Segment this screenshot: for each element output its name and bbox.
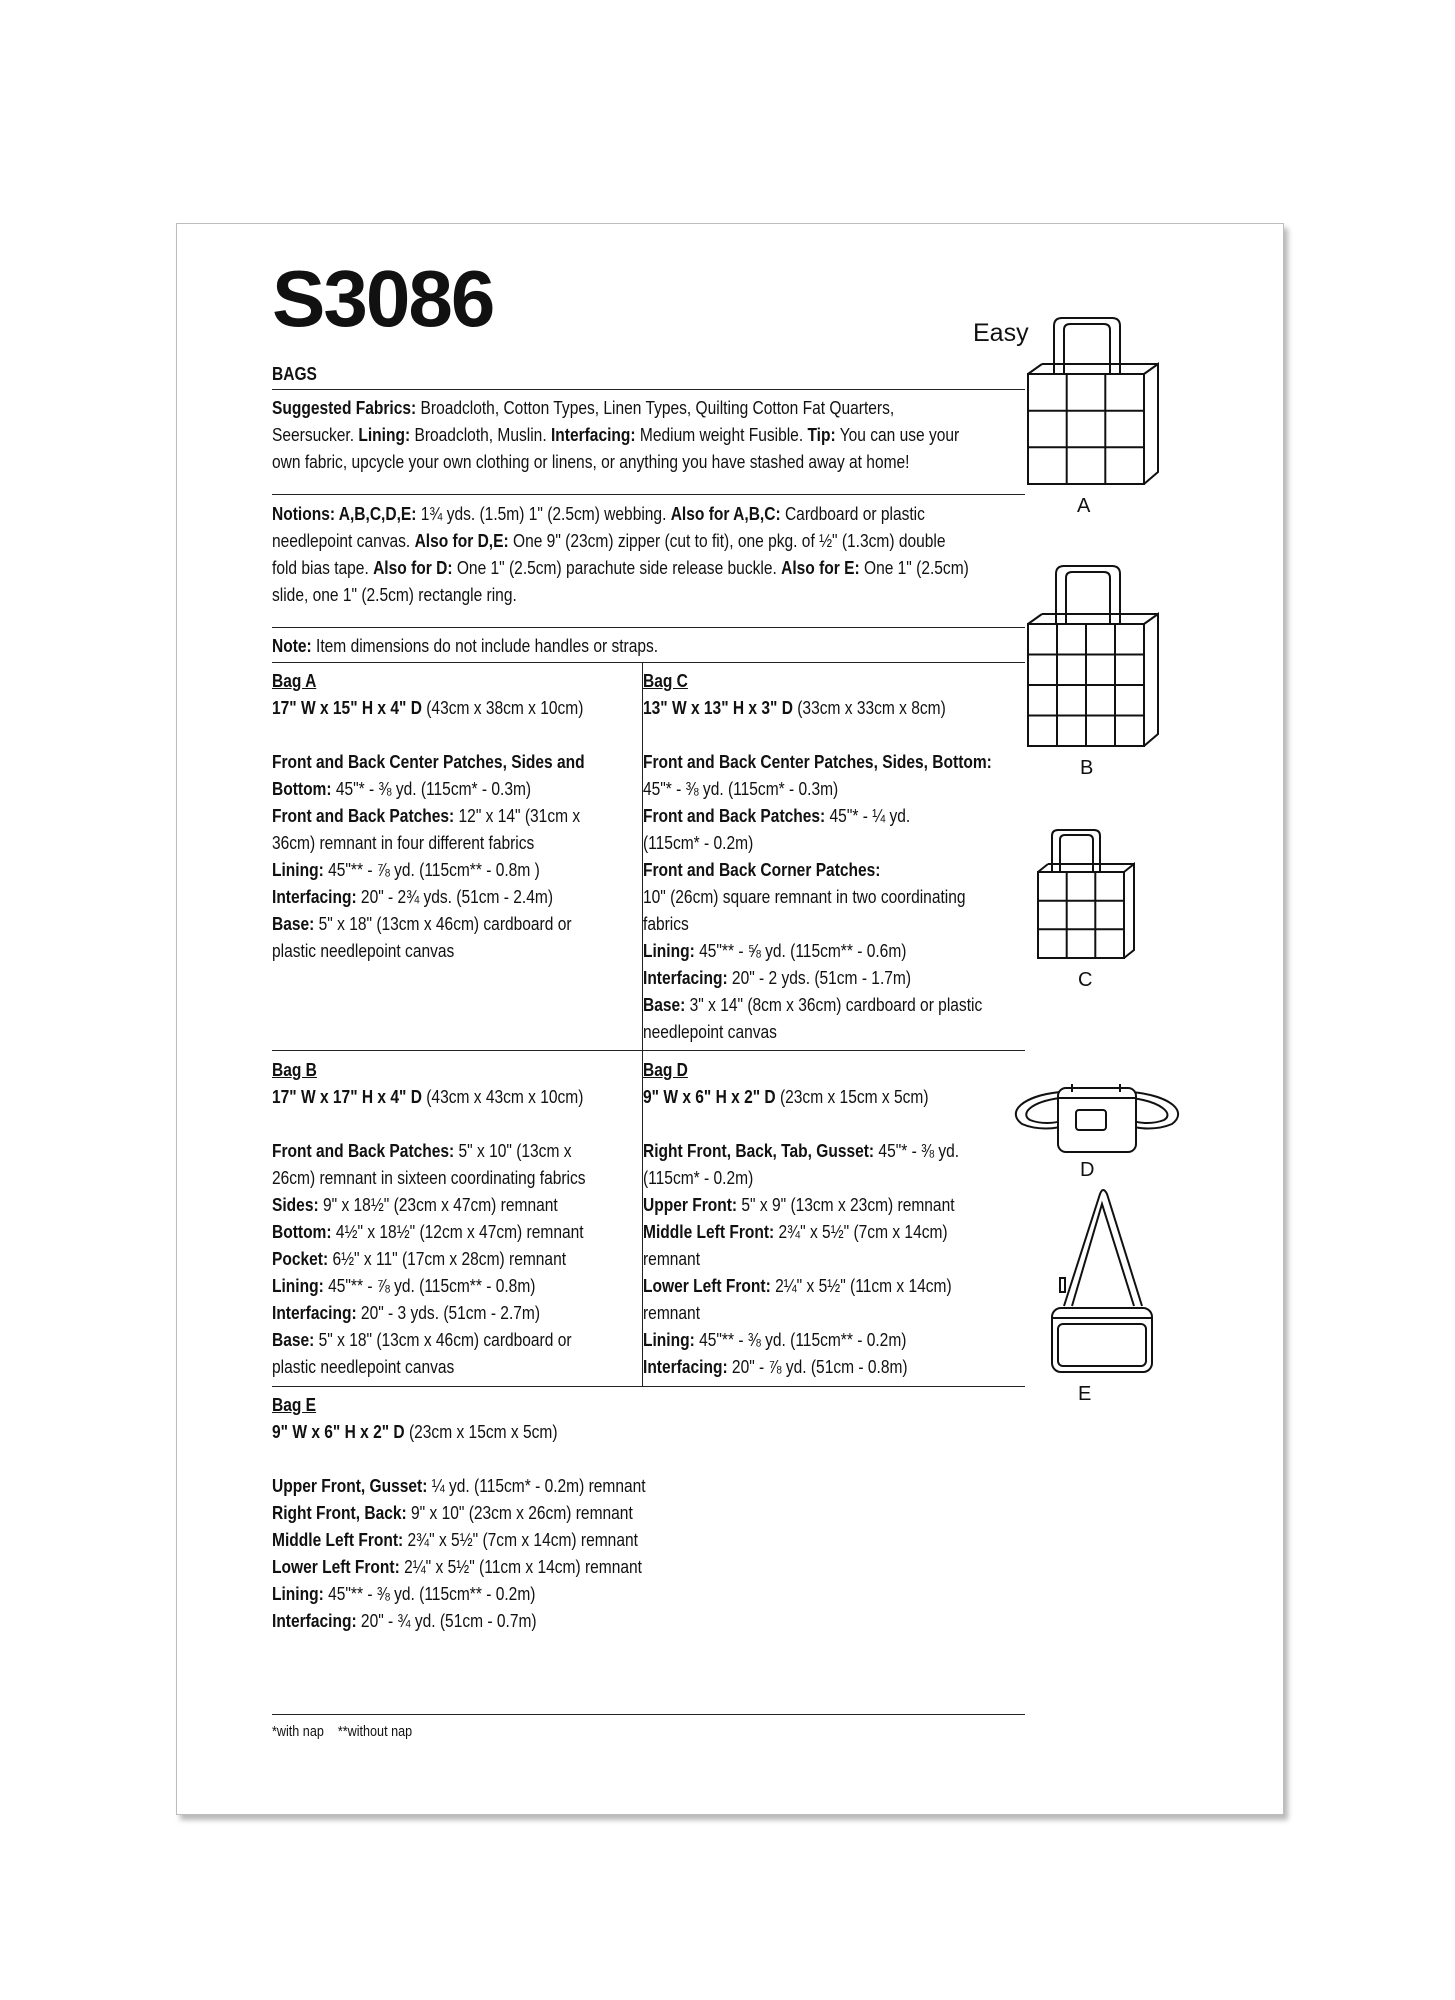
text-run: 45"* - ⅜ yd. <box>874 1140 960 1161</box>
text-line <box>272 1218 586 1245</box>
bold-run: Front and Back Patches: <box>643 805 826 826</box>
text-line <box>643 1083 959 1110</box>
text-line <box>272 1418 646 1445</box>
bold-run: Base: <box>643 994 686 1015</box>
text-line <box>272 856 585 883</box>
divider <box>272 494 1025 495</box>
bold-run: Notions: A,B,C,D,E: <box>272 503 417 524</box>
bold-run: 17" W x 17" H x 4" D <box>272 1086 422 1107</box>
text-line <box>643 1353 959 1380</box>
text-line <box>272 721 585 748</box>
text-run: needlepoint canvas <box>643 1021 777 1042</box>
text-line <box>643 1326 959 1353</box>
text-run: (115cm* - 0.2m) <box>643 832 754 853</box>
text-run: 45"** - ⅞ yd. (115cm** - 0.8m ) <box>323 859 540 880</box>
bold-run: Note: <box>272 635 312 656</box>
text-line <box>272 1110 586 1137</box>
text-line <box>272 1499 646 1526</box>
divider <box>272 389 1025 390</box>
text-run: 5" x 9" (13cm x 23cm) remnant <box>737 1194 955 1215</box>
text-run: 5" x 18" (13cm x 46cm) cardboard or <box>314 1329 572 1350</box>
section-heading: Bag A <box>272 670 317 691</box>
bold-run: Lining: <box>272 1583 324 1604</box>
bold-run: Suggested Fabrics: <box>272 397 417 418</box>
text-run: 36cm) remnant in four different fabrics <box>272 832 535 853</box>
view-c-tote-illustration <box>1038 830 1134 958</box>
notions-block <box>272 500 969 608</box>
text-run: (43cm x 43cm x 10cm) <box>421 1086 584 1107</box>
text-run: One 1" (2.5cm) <box>859 557 969 578</box>
view-a-label: A <box>1077 495 1091 517</box>
text-run: 4½" x 18½" (12cm x 47cm) remnant <box>331 1221 584 1242</box>
bold-run: Right Front, Back: <box>272 1502 407 1523</box>
bold-run: 9" W x 6" H x 2" D <box>643 1086 776 1107</box>
text-run: 45"** - ⅜ yd. (115cm** - 0.2m) <box>323 1583 536 1604</box>
text-run: 6½" x 11" (17cm x 28cm) remnant <box>328 1248 567 1269</box>
text-run: slide, one 1" (2.5cm) rectangle ring. <box>272 584 517 605</box>
text-line <box>272 1391 646 1418</box>
bold-run: Bottom: <box>272 778 332 799</box>
pattern-number: S3086 <box>272 254 494 343</box>
divider <box>272 1714 1025 1715</box>
text-line <box>272 554 969 581</box>
text-run: 2¼" x 5½" (11cm x 14cm) <box>770 1275 952 1296</box>
text-line <box>272 1056 586 1083</box>
text-run: 45"** - ⅞ yd. (115cm** - 0.8m) <box>323 1275 536 1296</box>
bold-run: Interfacing: <box>272 886 357 907</box>
text-line <box>272 1607 646 1634</box>
text-line <box>643 802 992 829</box>
text-run: (115cm* - 0.2m) <box>643 1167 754 1188</box>
text-line <box>272 527 969 554</box>
text-run: fold bias tape. <box>272 557 374 578</box>
bold-run: Lining: <box>358 424 411 445</box>
text-line <box>643 856 992 883</box>
bag-e-block <box>272 1391 646 1634</box>
text-line <box>272 500 969 527</box>
text-line <box>272 1245 586 1272</box>
text-run: Broadcloth, Cotton Types, Linen Types, Quilting Cotton Fat Quarters, <box>416 397 895 418</box>
text-run: 45"* - ⅜ yd. (115cm* - 0.3m) <box>643 778 839 799</box>
text-run: 10" (26cm) square remnant in two coordinating <box>643 886 966 907</box>
view-a-tote-illustration <box>1028 318 1158 484</box>
text-line <box>643 721 992 748</box>
text-line <box>272 1353 586 1380</box>
text-line <box>272 829 585 856</box>
view-b-tote-illustration <box>1028 566 1158 746</box>
view-d-label: D <box>1080 1159 1095 1181</box>
bold-run: 17" W x 15" H x 4" D <box>272 697 422 718</box>
text-run: One 1" (2.5cm) parachute side release buckle. <box>452 557 782 578</box>
view-d-belt-bag-illustration <box>1016 1084 1178 1152</box>
difficulty-label: Easy <box>973 319 1029 347</box>
bag-c-block <box>643 667 992 1045</box>
bold-run: Lower Left Front: <box>643 1275 771 1296</box>
bold-run: Sides: <box>272 1194 319 1215</box>
text-run: 2¼" x 5½" (11cm x 14cm) remnant <box>399 1556 642 1577</box>
bold-run: Upper Front: <box>643 1194 738 1215</box>
bold-run: Also for D,E: <box>414 530 509 551</box>
section-heading: Bag C <box>643 670 688 691</box>
text-line <box>272 775 585 802</box>
category-heading: BAGS <box>272 363 317 384</box>
divider <box>272 1386 1025 1387</box>
bold-run: Front and Back Corner Patches: <box>643 859 881 880</box>
view-e-label: E <box>1078 1383 1092 1404</box>
section-heading: Bag D <box>643 1059 688 1080</box>
text-run: 9" x 10" (23cm x 26cm) remnant <box>406 1502 633 1523</box>
bold-run: Middle Left Front: <box>643 1221 775 1242</box>
bold-run: Interfacing: <box>643 1356 728 1377</box>
text-line <box>272 1326 586 1353</box>
text-line <box>272 448 959 475</box>
bold-run: Lining: <box>643 940 695 961</box>
text-line <box>272 1272 586 1299</box>
text-line <box>643 1018 992 1045</box>
text-run: 45"* - ¼ yd. <box>825 805 911 826</box>
text-line <box>272 937 585 964</box>
bold-run: Pocket: <box>272 1248 329 1269</box>
text-run: 45"** - ⅜ yd. (115cm** - 0.2m) <box>694 1329 907 1350</box>
view-e-crossbody-illustration <box>1052 1190 1152 1372</box>
text-line <box>272 421 959 448</box>
bold-run: Middle Left Front: <box>272 1529 404 1550</box>
text-line <box>643 1110 959 1137</box>
text-line <box>643 1056 959 1083</box>
section-heading: Bag B <box>272 1059 317 1080</box>
text-line <box>272 394 959 421</box>
bold-run: Tip: <box>807 424 836 445</box>
text-line <box>272 632 658 659</box>
bold-run: Also for E: <box>781 557 860 578</box>
text-line <box>643 748 992 775</box>
text-run: 5" x 10" (13cm x <box>454 1140 572 1161</box>
text-line <box>272 1083 586 1110</box>
footnote: *with nap **without nap <box>272 1723 413 1740</box>
text-run: Item dimensions do not include handles or straps. <box>311 635 659 656</box>
bold-run: Lining: <box>272 859 324 880</box>
text-run: 20" - 2¾ yds. (51cm - 2.4m) <box>356 886 553 907</box>
bold-run: Front and Back Center Patches, Sides, Bottom: <box>643 751 992 772</box>
divider <box>272 1050 1025 1051</box>
text-run: plastic needlepoint canvas <box>272 940 455 961</box>
view-b-label: B <box>1080 757 1094 779</box>
text-line <box>643 910 992 937</box>
text-run: plastic needlepoint canvas <box>272 1356 455 1377</box>
text-line <box>272 910 585 937</box>
text-run: Medium weight Fusible. <box>635 424 808 445</box>
bold-run: Interfacing: <box>643 967 728 988</box>
bold-run: Front and Back Patches: <box>272 805 455 826</box>
bold-run: Lining: <box>643 1329 695 1350</box>
pattern-envelope-back <box>176 223 1284 1815</box>
text-run: 20" - ¾ yd. (51cm - 0.7m) <box>356 1610 537 1631</box>
text-line <box>272 667 585 694</box>
text-line <box>643 937 992 964</box>
bold-run: Lining: <box>272 1275 324 1296</box>
text-line <box>643 1218 959 1245</box>
text-line <box>643 1191 959 1218</box>
text-line <box>272 1472 646 1499</box>
text-run: 9" x 18½" (23cm x 47cm) remnant <box>318 1194 558 1215</box>
text-run: (23cm x 15cm x 5cm) <box>775 1086 929 1107</box>
bold-run: Interfacing: <box>550 424 636 445</box>
bold-run: Lower Left Front: <box>272 1556 400 1577</box>
text-run: 20" - ⅞ yd. (51cm - 0.8m) <box>727 1356 908 1377</box>
text-line <box>272 1553 646 1580</box>
text-run: (43cm x 38cm x 10cm) <box>421 697 584 718</box>
text-line <box>272 883 585 910</box>
text-run: own fabric, upcycle your own clothing or linens, or anything you have stashed away at home! <box>272 451 910 472</box>
bold-run: Base: <box>272 1329 315 1350</box>
text-run: 1¾ yds. (1.5m) 1" (2.5cm) webbing. <box>416 503 671 524</box>
bold-run: Interfacing: <box>272 1302 357 1323</box>
text-line <box>643 991 992 1018</box>
text-line <box>272 748 585 775</box>
text-line <box>272 581 969 608</box>
text-line <box>643 694 992 721</box>
views-illustrations <box>1012 284 1262 1404</box>
bold-run: Also for A,B,C: <box>670 503 781 524</box>
bold-run: Front and Back Center Patches, Sides and <box>272 751 585 772</box>
text-run: Cardboard or plastic <box>780 503 925 524</box>
text-line <box>643 1245 959 1272</box>
text-line <box>272 1580 646 1607</box>
text-line <box>643 964 992 991</box>
bold-run: Front and Back Patches: <box>272 1140 455 1161</box>
text-run: 2¾" x 5½" (7cm x 14cm) remnant <box>403 1529 638 1550</box>
bold-run: Upper Front, Gusset: <box>272 1475 428 1496</box>
divider <box>272 627 1025 628</box>
text-line <box>643 1137 959 1164</box>
text-line <box>643 1164 959 1191</box>
text-run: 5" x 18" (13cm x 46cm) cardboard or <box>314 913 572 934</box>
text-run: remnant <box>643 1248 701 1269</box>
bold-run: Right Front, Back, Tab, Gusset: <box>643 1140 875 1161</box>
text-run: Broadcloth, Muslin. <box>410 424 551 445</box>
text-run: 45"** - ⅝ yd. (115cm** - 0.6m) <box>694 940 907 961</box>
text-line <box>643 775 992 802</box>
text-run: (33cm x 33cm x 8cm) <box>792 697 946 718</box>
bold-run: 9" W x 6" H x 2" D <box>272 1421 405 1442</box>
text-run: 20" - 3 yds. (51cm - 2.7m) <box>356 1302 541 1323</box>
text-run: You can use your <box>835 424 960 445</box>
text-line <box>272 1191 586 1218</box>
fabrics-block <box>272 394 959 475</box>
text-line <box>643 1272 959 1299</box>
text-run: 3" x 14" (8cm x 36cm) cardboard or plastic <box>685 994 983 1015</box>
bag-a-block <box>272 667 585 964</box>
text-line <box>272 1164 586 1191</box>
text-line <box>643 1299 959 1326</box>
view-c-label: C <box>1078 969 1093 991</box>
text-run: 20" - 2 yds. (51cm - 1.7m) <box>727 967 912 988</box>
text-run: 26cm) remnant in sixteen coordinating fabrics <box>272 1167 586 1188</box>
text-line <box>272 1526 646 1553</box>
text-run: One 9" (23cm) zipper (cut to fit), one pkg. of ½" (1.3cm) double <box>508 530 946 551</box>
divider <box>272 662 1025 663</box>
text-line <box>643 883 992 910</box>
text-line <box>272 1137 586 1164</box>
text-line <box>643 667 992 694</box>
section-heading: Bag E <box>272 1394 317 1415</box>
bold-run: Bottom: <box>272 1221 332 1242</box>
bold-run: 13" W x 13" H x 3" D <box>643 697 793 718</box>
bold-run: Base: <box>272 913 315 934</box>
text-run: Seersucker. <box>272 424 359 445</box>
note-block <box>272 632 658 659</box>
bag-d-block <box>643 1056 959 1380</box>
text-line <box>272 802 585 829</box>
text-run: (23cm x 15cm x 5cm) <box>404 1421 558 1442</box>
text-run: needlepoint canvas. <box>272 530 415 551</box>
bold-run: Interfacing: <box>272 1610 357 1631</box>
text-run: 2¾" x 5½" (7cm x 14cm) <box>774 1221 948 1242</box>
text-line <box>272 1299 586 1326</box>
text-run: 12" x 14" (31cm x <box>454 805 581 826</box>
text-run: ¼ yd. (115cm* - 0.2m) remnant <box>427 1475 646 1496</box>
text-run: fabrics <box>643 913 689 934</box>
bag-b-block <box>272 1056 586 1380</box>
bold-run: Also for D: <box>373 557 453 578</box>
text-line <box>643 829 992 856</box>
text-line <box>272 694 585 721</box>
text-run: 45"* - ⅜ yd. (115cm* - 0.3m) <box>331 778 532 799</box>
text-line <box>272 1445 646 1472</box>
text-run: remnant <box>643 1302 701 1323</box>
